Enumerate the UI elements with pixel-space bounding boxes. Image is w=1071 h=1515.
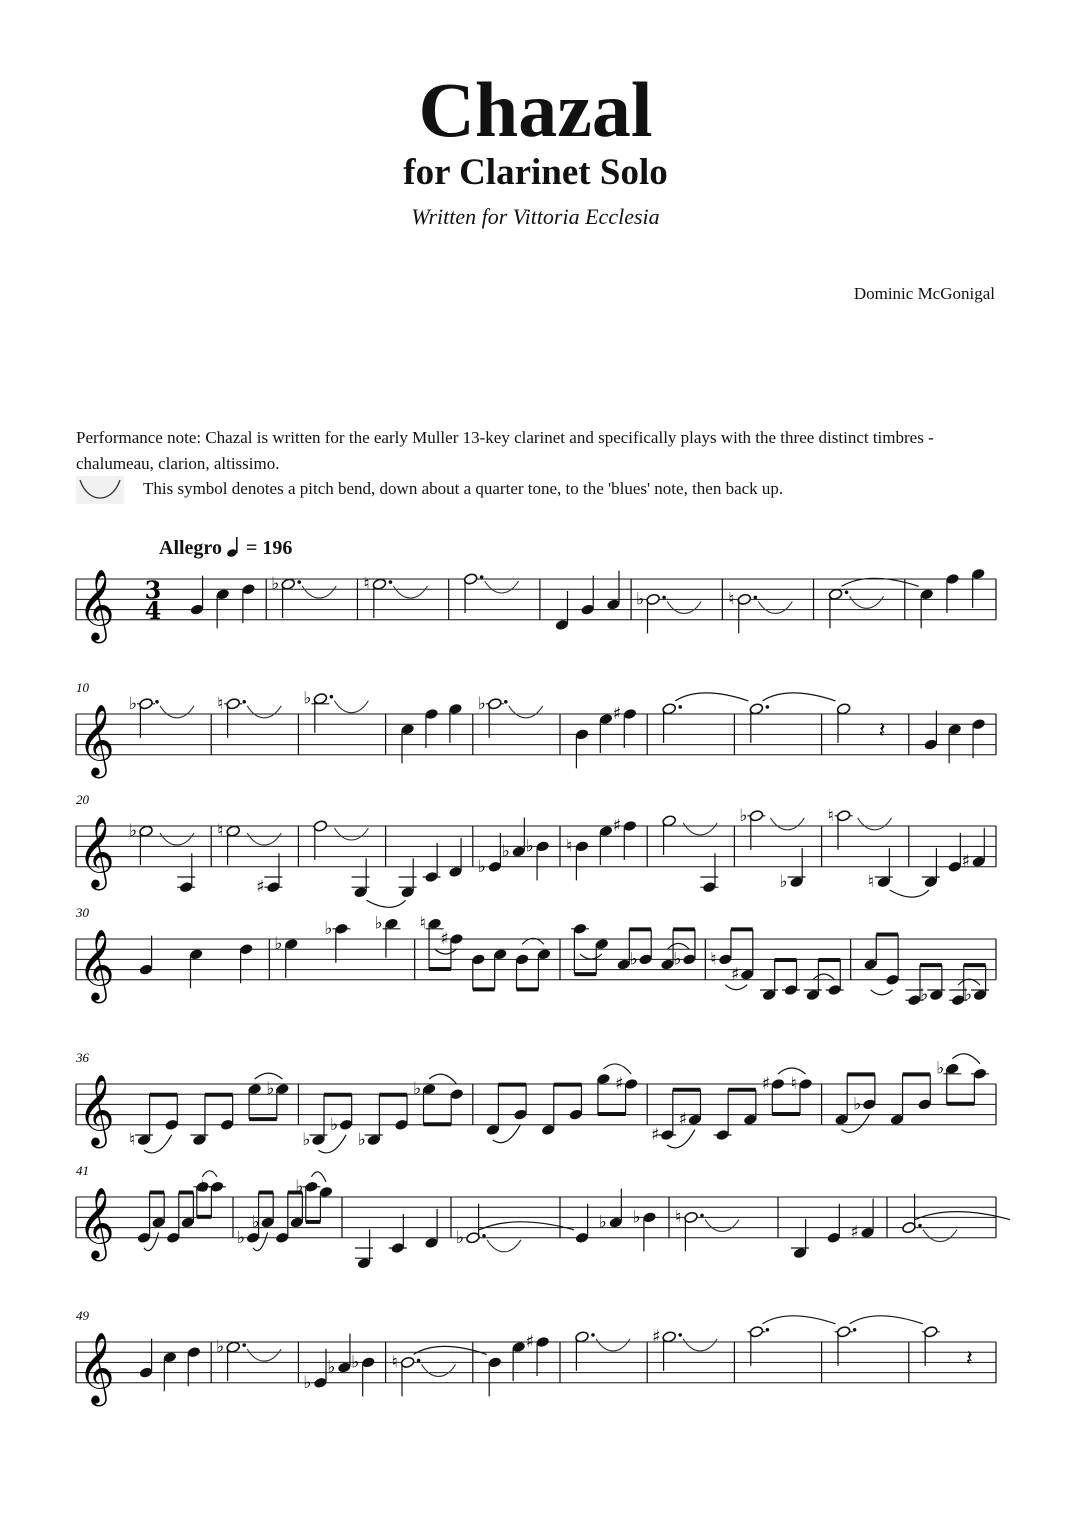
natural-sign: ♮ (419, 913, 426, 934)
augmentation-dot (417, 1359, 421, 1363)
augmentation-dot (766, 1328, 770, 1332)
flat-sign: ♭ (501, 841, 510, 862)
measure-number: 41 (76, 1163, 89, 1178)
flat-sign: ♭ (936, 1058, 945, 1079)
augmentation-dot (700, 1214, 704, 1218)
tempo-value: = 196 (245, 537, 293, 559)
pitch-bend-mark (393, 586, 427, 598)
augmentation-dot (155, 700, 159, 704)
slur (435, 949, 457, 954)
natural-sign: ♮ (217, 821, 224, 842)
natural-sign: ♮ (363, 574, 370, 595)
flat-sign: ♭ (330, 1114, 339, 1135)
flat-sign: ♭ (963, 985, 973, 1006)
flat-sign: ♭ (302, 1130, 311, 1151)
sharp-sign: ♯ (961, 851, 970, 872)
augmentation-dot (242, 700, 246, 704)
sharp-sign: ♯ (440, 929, 449, 949)
flat-sign: ♭ (128, 821, 138, 842)
augmentation-dot (662, 596, 666, 600)
sharp-sign: ♯ (731, 964, 740, 985)
page-title: Chazal (418, 66, 653, 153)
tie (367, 900, 406, 907)
time-signature-bottom: 4 (144, 595, 162, 625)
augmentation-dot (482, 1234, 486, 1238)
tie (890, 890, 929, 897)
pitch-bend-mark (334, 701, 368, 713)
natural-sign: ♮ (128, 1130, 136, 1151)
tie (762, 1316, 835, 1324)
treble-clef: 𝄞 (78, 1330, 115, 1404)
augmentation-dot (853, 1328, 857, 1332)
augmentation-dot (242, 1343, 246, 1347)
pitch-bend-mark (160, 833, 194, 845)
natural-sign: ♮ (790, 1074, 797, 1094)
time-signature-top: 3 (144, 575, 162, 605)
slur (604, 1064, 632, 1074)
slur (580, 954, 602, 959)
flat-sign: ♭ (477, 856, 486, 877)
sharp-sign: ♯ (615, 1074, 624, 1094)
flat-sign: ♭ (477, 693, 486, 714)
pitch-bend-mark (758, 601, 792, 613)
tie (675, 693, 748, 701)
augmentation-dot (504, 700, 508, 704)
flat-sign: ♭ (636, 589, 645, 610)
natural-sign: ♮ (217, 693, 224, 714)
augmentation-dot (297, 580, 301, 584)
flat-sign: ♭ (266, 1079, 275, 1100)
measure-number: 36 (76, 1050, 89, 1065)
pitch-bend-mark (705, 1219, 739, 1231)
flat-sign: ♭ (351, 1352, 360, 1373)
augmentation-dot (678, 1333, 682, 1337)
pitch-bend-mark (683, 823, 717, 835)
flat-sign: ♭ (853, 1094, 862, 1115)
augmentation-dot (480, 575, 484, 579)
measure-number: 30 (76, 905, 89, 920)
slur (871, 990, 893, 995)
sharp-sign: ♯ (652, 1326, 661, 1347)
pitch-bend-mark (302, 586, 336, 598)
flat-sign: ♭ (295, 1176, 304, 1197)
sharp-sign: ♯ (678, 1109, 687, 1130)
slur (725, 985, 747, 990)
augmentation-dot (918, 1224, 922, 1228)
natural-sign: ♮ (391, 1352, 398, 1373)
pitch-bend-mark (850, 596, 884, 608)
slur (429, 1074, 457, 1084)
sharp-sign: ♯ (612, 704, 621, 724)
quarter-rest: 𝄽 (965, 1346, 973, 1372)
pitch-bend-mark (683, 1339, 717, 1351)
natural-sign: ♮ (674, 1207, 682, 1228)
augmentation-dot (754, 596, 758, 600)
flat-sign: ♭ (632, 1207, 641, 1228)
measure-number: 10 (76, 680, 89, 695)
flat-sign: ♭ (739, 805, 748, 826)
pitch-bend-mark (509, 706, 543, 718)
flat-sign: ♭ (920, 985, 929, 1006)
quarter-rest: 𝄽 (878, 718, 886, 744)
pitch-bend-mark (160, 706, 194, 718)
composer-name: Dominic McGonigal (853, 284, 995, 303)
measure-number: 20 (76, 792, 89, 807)
treble-clef: 𝄞 (78, 927, 115, 1001)
pitch-bend-legend-text: This symbol denotes a pitch bend, down about a quarter tone, to the 'blues' note, then back up. (143, 479, 784, 498)
flat-sign: ♭ (128, 693, 138, 714)
flat-sign: ♭ (303, 688, 312, 709)
pitch-bend-mark (667, 601, 701, 613)
flat-sign: ♭ (455, 1227, 465, 1248)
sharp-sign: ♯ (525, 1332, 534, 1352)
sharp-sign: ♯ (612, 816, 621, 836)
pitch-bend-mark (247, 706, 281, 718)
natural-sign: ♮ (565, 836, 573, 857)
pitch-bend-mark (487, 1240, 521, 1252)
flat-sign: ♭ (327, 1357, 336, 1378)
subtitle: for Clarinet Solo (403, 152, 668, 193)
natural-sign: ♮ (728, 589, 735, 610)
treble-clef: 𝄞 (78, 814, 115, 888)
sharp-sign: ♯ (651, 1125, 660, 1145)
treble-clef: 𝄞 (78, 567, 115, 641)
flat-sign: ♭ (324, 918, 333, 939)
sharp-sign: ♯ (850, 1222, 859, 1243)
measure-number: 49 (76, 1308, 89, 1323)
augmentation-dot (845, 591, 849, 595)
flat-sign: ♭ (598, 1212, 607, 1233)
treble-clef: 𝄞 (78, 1185, 115, 1259)
flat-sign: ♭ (274, 934, 283, 955)
performance-note: Performance note: Chazal is written for the early Muller 13-key clarinet and specifically plays with the three distinct timbres - chalumeau, clarion, altissimo. (76, 428, 934, 473)
pitch-bend-mark (596, 1339, 630, 1351)
flat-sign: ♭ (236, 1227, 246, 1248)
treble-clef: 𝄞 (78, 1072, 115, 1146)
treble-clef: 𝄞 (78, 702, 115, 776)
pitch-bend-mark (770, 818, 804, 830)
flat-sign: ♭ (251, 1212, 260, 1233)
augmentation-dot (591, 1333, 595, 1337)
flat-sign: ♭ (779, 872, 788, 893)
slur (952, 1054, 980, 1064)
natural-sign: ♮ (710, 949, 717, 970)
pitch-bend-mark (247, 833, 281, 845)
slur (813, 974, 835, 980)
natural-sign: ♮ (827, 805, 834, 826)
tie (762, 693, 835, 701)
pitch-bend-mark (858, 818, 892, 830)
augmentation-dot (389, 580, 393, 584)
augmentation-dot (678, 705, 682, 709)
slur (311, 1172, 326, 1182)
flat-sign: ♭ (216, 1337, 225, 1358)
tie (850, 1316, 923, 1324)
pitch-bend-mark (485, 581, 519, 593)
flat-sign: ♭ (673, 949, 682, 970)
augmentation-dot (330, 695, 334, 699)
sharp-sign: ♯ (761, 1074, 771, 1094)
pitch-bend-mark (422, 1364, 456, 1376)
flat-sign: ♭ (303, 1372, 312, 1393)
tie (414, 1346, 487, 1354)
flat-sign: ♭ (374, 913, 383, 934)
augmentation-dot (766, 705, 770, 709)
pitch-bend-mark (334, 828, 368, 840)
flat-sign: ♭ (200, 1176, 210, 1197)
flat-sign: ♭ (271, 574, 280, 595)
pitch-bend-mark (923, 1230, 957, 1242)
sharp-sign: ♯ (256, 877, 265, 898)
natural-sign: ♮ (867, 872, 874, 893)
flat-sign: ♭ (525, 836, 534, 857)
flat-sign: ♭ (629, 949, 638, 970)
flat-sign: ♭ (357, 1130, 366, 1151)
flat-sign: ♭ (413, 1079, 422, 1100)
dedication: Written for Vittoria Ecclesia (411, 204, 660, 229)
tempo-text: Allegro (159, 537, 222, 559)
pitch-bend-mark (247, 1349, 281, 1361)
